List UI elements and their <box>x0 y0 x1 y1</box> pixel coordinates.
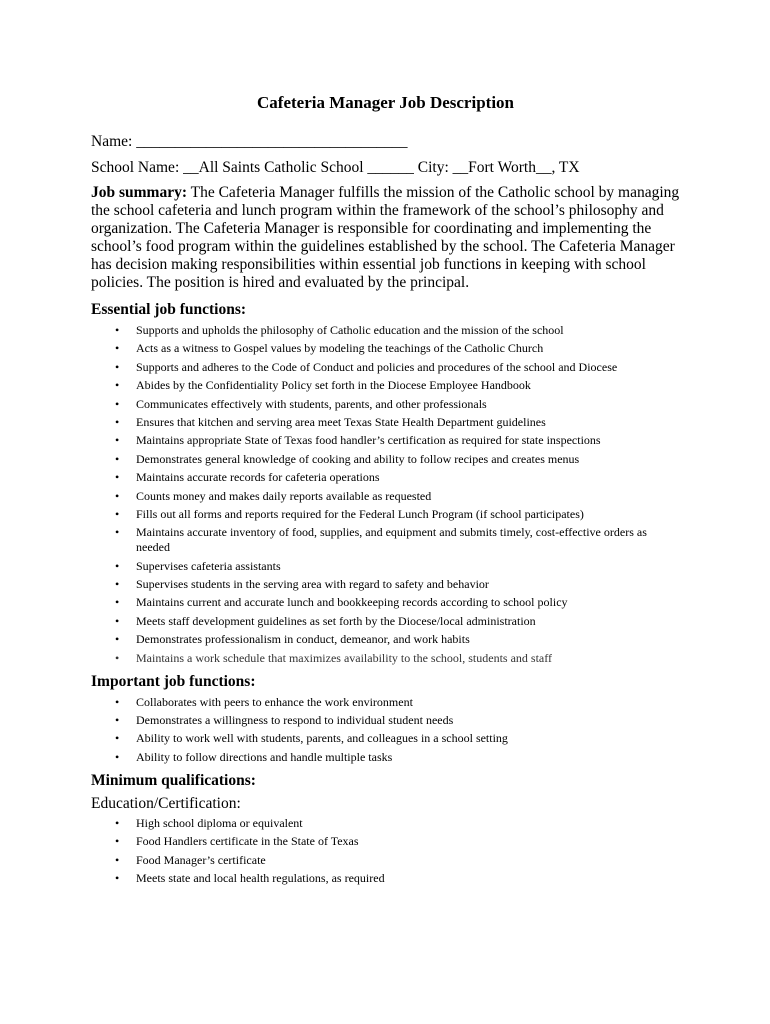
bullet-icon: • <box>115 558 120 573</box>
list-item-text: Maintains accurate inventory of food, supplies, and equipment and submits timely, cost-effective orders as needed <box>136 525 647 555</box>
bullet-icon: • <box>115 713 120 728</box>
important-functions-list <box>91 695 680 765</box>
bullet-icon: • <box>115 834 120 849</box>
list-item <box>115 323 680 338</box>
bullet-icon: • <box>115 396 120 411</box>
list-item <box>115 713 680 728</box>
bullet-icon: • <box>115 731 120 746</box>
list-item-text: Maintains appropriate State of Texas food handler’s certification as required for state inspections <box>136 433 601 448</box>
bullet-icon: • <box>115 577 120 592</box>
name-line: Name: ___________________________________ <box>91 133 408 150</box>
essential-functions-heading: Essential job functions: <box>91 301 247 318</box>
list-item-text: Supports and upholds the philosophy of Catholic education and the mission of the school <box>136 323 564 337</box>
bullet-icon: • <box>115 359 120 374</box>
list-item <box>115 731 680 746</box>
document-title: Cafeteria Manager Job Description <box>257 93 514 112</box>
list-item <box>115 470 680 485</box>
list-item <box>115 595 680 610</box>
list-item <box>115 815 680 831</box>
job-summary <box>91 184 680 292</box>
minimum-qualifications-heading: Minimum qualifications: <box>91 771 256 789</box>
job-summary-text: The Cafeteria Manager fulfills the mission of the Catholic school by managing the school cafeteria and lunch program within the framework of the school’s philosophy and organization. The Cafeteria Manager is responsible for coordinating and implementing the school’s food program within the guidelines established by the school. The Cafeteria Manager has decision making responsibilities within essential job functions in keeping with school policies. The position is hired and evaluated by the principal. <box>91 184 680 291</box>
list-item <box>115 613 680 629</box>
list-item <box>115 650 680 666</box>
bullet-icon: • <box>115 852 120 867</box>
list-item-text: Ensures that kitchen and serving area meet Texas State Health Department guidelines <box>136 414 546 429</box>
bullet-icon: • <box>115 613 120 628</box>
bullet-icon: • <box>115 870 120 885</box>
bullet-icon: • <box>115 470 120 485</box>
list-item <box>115 749 680 765</box>
list-item-text: Acts as a witness to Gospel values by modeling the teachings of the Catholic Church <box>136 341 544 356</box>
list-item-text: Demonstrates a willingness to respond to individual student needs <box>136 713 454 728</box>
education-certification-subheading: Education/Certification: <box>91 794 241 812</box>
bullet-icon: • <box>115 694 120 709</box>
list-item-text: Supports and adheres to the Code of Conduct and policies and procedures of the school and Diocese <box>136 359 618 374</box>
bullet-icon: • <box>115 451 120 466</box>
bullet-icon: • <box>115 414 120 429</box>
list-item-text: Ability to work well with students, parents, and colleagues in a school setting <box>136 731 508 746</box>
list-item-text: High school diploma or equivalent <box>136 815 303 830</box>
list-item-text: Food Handlers certificate in the State of Texas <box>136 834 359 849</box>
qualifications-list <box>91 816 680 886</box>
bullet-icon: • <box>115 815 120 830</box>
list-item <box>115 558 680 574</box>
bullet-icon: • <box>115 323 120 337</box>
list-item-text: Meets state and local health regulations, as required <box>136 870 385 885</box>
list-item <box>115 632 680 647</box>
bullet-icon: • <box>115 506 120 521</box>
bullet-icon: • <box>115 650 120 665</box>
list-item <box>115 488 680 504</box>
bullet-icon: • <box>115 433 120 448</box>
list-item-text: Abides by the Confidentiality Policy set forth in the Diocese Employee Handbook <box>136 378 531 393</box>
list-item <box>115 414 680 430</box>
list-item <box>115 433 680 448</box>
list-item-text: Collaborates with peers to enhance the work environment <box>136 694 413 709</box>
bullet-icon: • <box>115 595 120 610</box>
list-item-text: Maintains accurate records for cafeteria operations <box>136 470 380 485</box>
list-item-text: Fills out all forms and reports required for the Federal Lunch Program (if school participates) <box>136 506 584 521</box>
bullet-icon: • <box>115 749 120 764</box>
list-item <box>115 359 680 375</box>
bullet-icon: • <box>115 341 120 356</box>
bullet-icon: • <box>115 525 120 540</box>
list-item-text: Counts money and makes daily reports available as requested <box>136 488 432 503</box>
list-item <box>115 341 680 356</box>
list-item <box>115 577 680 592</box>
list-item-text: Maintains a work schedule that maximizes availability to the school, students and staff <box>136 650 553 665</box>
essential-functions-list <box>91 323 680 666</box>
bullet-icon: • <box>115 632 120 647</box>
list-item-text: Supervises cafeteria assistants <box>136 558 281 573</box>
school-line: School Name: __All Saints Catholic School ______ City: __Fort Worth__, TX <box>91 159 580 176</box>
list-item-text: Maintains current and accurate lunch and bookkeeping records according to school policy <box>136 595 568 610</box>
list-item <box>115 506 680 522</box>
list-item <box>115 852 680 868</box>
list-item-text: Communicates effectively with students, parents, and other professionals <box>136 396 487 411</box>
job-summary-label: Job summary: <box>91 184 188 201</box>
important-functions-heading: Important job functions: <box>91 672 256 690</box>
list-item <box>115 834 680 849</box>
list-item <box>115 378 680 393</box>
list-item <box>115 451 680 467</box>
bullet-icon: • <box>115 378 120 393</box>
list-item-text: Demonstrates professionalism in conduct, demeanor, and work habits <box>136 632 470 647</box>
list-item-text: Ability to follow directions and handle multiple tasks <box>136 749 393 764</box>
list-item <box>115 870 680 886</box>
list-item <box>115 694 680 710</box>
list-item-text: Demonstrates general knowledge of cooking and ability to follow recipes and creates menus <box>136 451 580 466</box>
bullet-icon: • <box>115 488 120 503</box>
list-item-text: Meets staff development guidelines as set forth by the Diocese/local administration <box>136 613 536 628</box>
list-item-text: Supervises students in the serving area with regard to safety and behavior <box>136 577 489 592</box>
list-item <box>115 396 680 412</box>
list-item-text: Food Manager’s certificate <box>136 852 266 867</box>
list-item <box>115 525 680 555</box>
